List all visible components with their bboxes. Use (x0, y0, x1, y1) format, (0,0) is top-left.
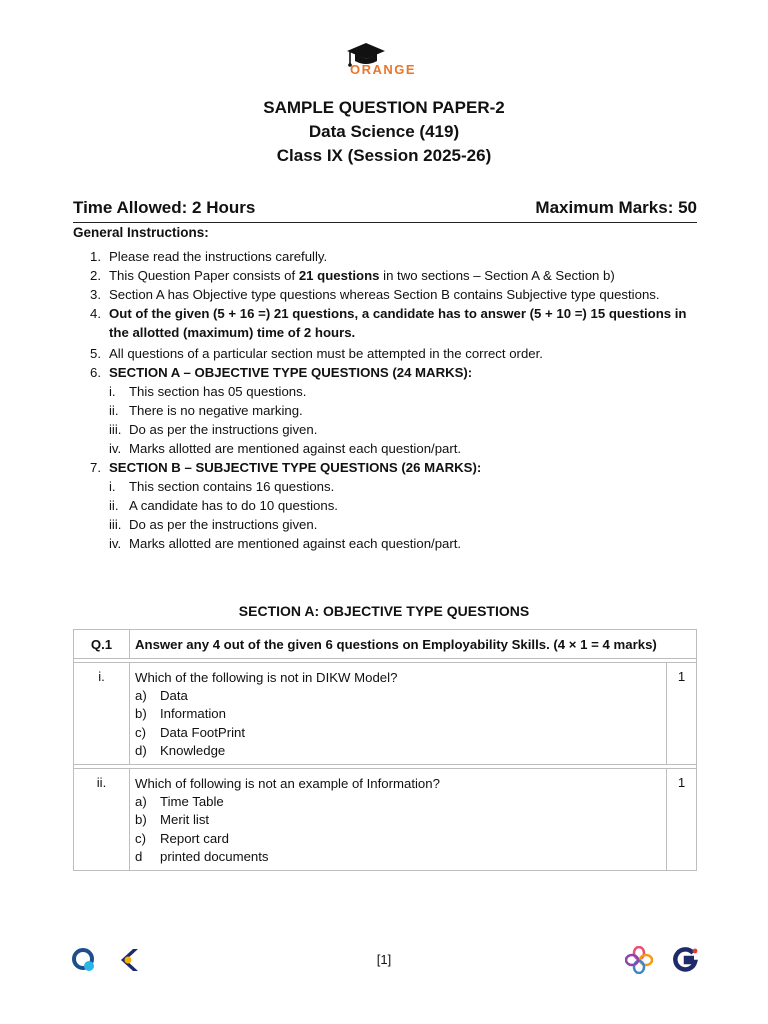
marks: 1 (667, 663, 697, 765)
paper-class-session: Class IX (Session 2025-26) (276, 146, 492, 165)
instruction-item: 3. Section A has Objective type questions whereas Section B contains Subjective type questions. (90, 287, 660, 302)
instruction-item: 2. This Question Paper consists of 21 questions in two sections – Section A & Section b) (90, 268, 615, 283)
question-instruction: Answer any 4 out of the given 6 questions on Employability Skills. (4 × 1 = 4 marks) (130, 630, 697, 659)
instruction-item: 7. SECTION B – SUBJECTIVE TYPE QUESTIONS (26 MARKS): (90, 460, 482, 475)
question-label: Q.1 (74, 630, 130, 659)
logo-text: ORANGE (350, 62, 417, 77)
option: d) Knowledge (135, 742, 226, 758)
marks: 1 (667, 769, 697, 871)
sub-question-text: Which of the following is not in DIKW Model? (135, 670, 398, 685)
instructions-list (90, 247, 702, 553)
instruction-subitem: iv. Marks allotted are mentioned against each question/part. (109, 441, 462, 456)
paper-title-block (0, 96, 768, 168)
page-number: [1] (376, 952, 392, 967)
instruction-item: 1. Please read the instructions carefully. (90, 249, 328, 264)
option: b) Merit list (135, 812, 210, 828)
instruction-subitem: iii. Do as per the instructions given. (109, 422, 318, 437)
instruction-subitem: i. This section has 05 questions. (109, 384, 307, 399)
time-allowed: Time Allowed: 2 Hours (73, 198, 256, 217)
sub-question-body (130, 663, 667, 765)
paper-subject: Data Science (419) (308, 122, 460, 141)
g-logo-icon (673, 946, 699, 974)
orange-logo (344, 42, 426, 82)
instruction-subitem: ii. A candidate has to do 10 questions. (109, 498, 338, 513)
sub-question-number: ii. (74, 769, 130, 871)
option: c) Report card (135, 830, 229, 846)
section-a-heading: SECTION A: OBJECTIVE TYPE QUESTIONS (238, 603, 530, 619)
option: a) Data (135, 688, 188, 703)
general-instructions-heading: General Instructions: (73, 225, 209, 240)
sub-question-body (130, 769, 667, 871)
table-row (74, 663, 697, 765)
instruction-item: 4. Out of the given (5 + 16 =) 21 questions, a candidate has to answer (5 + 10 =) 15 questions in the allotted (maximum) time of 2 hours. (90, 306, 687, 340)
paper-title: SAMPLE QUESTION PAPER-2 (263, 98, 505, 117)
instruction-item: 5. All questions of a particular section must be attempted in the correct order. (90, 346, 543, 361)
instruction-subitem: i. This section contains 16 questions. (109, 479, 335, 494)
question-table (73, 629, 697, 871)
sub-question-text: Which of following is not an example of Information? (135, 776, 440, 792)
flower-logo-icon (625, 946, 653, 974)
instruction-subitem: iv. Marks allotted are mentioned against each question/part. (109, 536, 462, 551)
option: d printed documents (135, 849, 269, 865)
table-row (74, 769, 697, 871)
maximum-marks: Maximum Marks: 50 (535, 198, 697, 217)
option: a) Time Table (135, 794, 224, 810)
sub-question-number: i. (74, 663, 130, 765)
question-header-row (74, 630, 697, 659)
option: c) Data FootPrint (135, 724, 246, 740)
instruction-item: 6. SECTION A – OBJECTIVE TYPE QUESTIONS (24 MARKS): (90, 365, 473, 380)
instruction-subitem: iii. Do as per the instructions given. (109, 517, 318, 532)
meta-line (73, 198, 697, 223)
option: b) Information (135, 706, 226, 722)
instruction-subitem: ii. There is no negative marking. (109, 403, 303, 418)
